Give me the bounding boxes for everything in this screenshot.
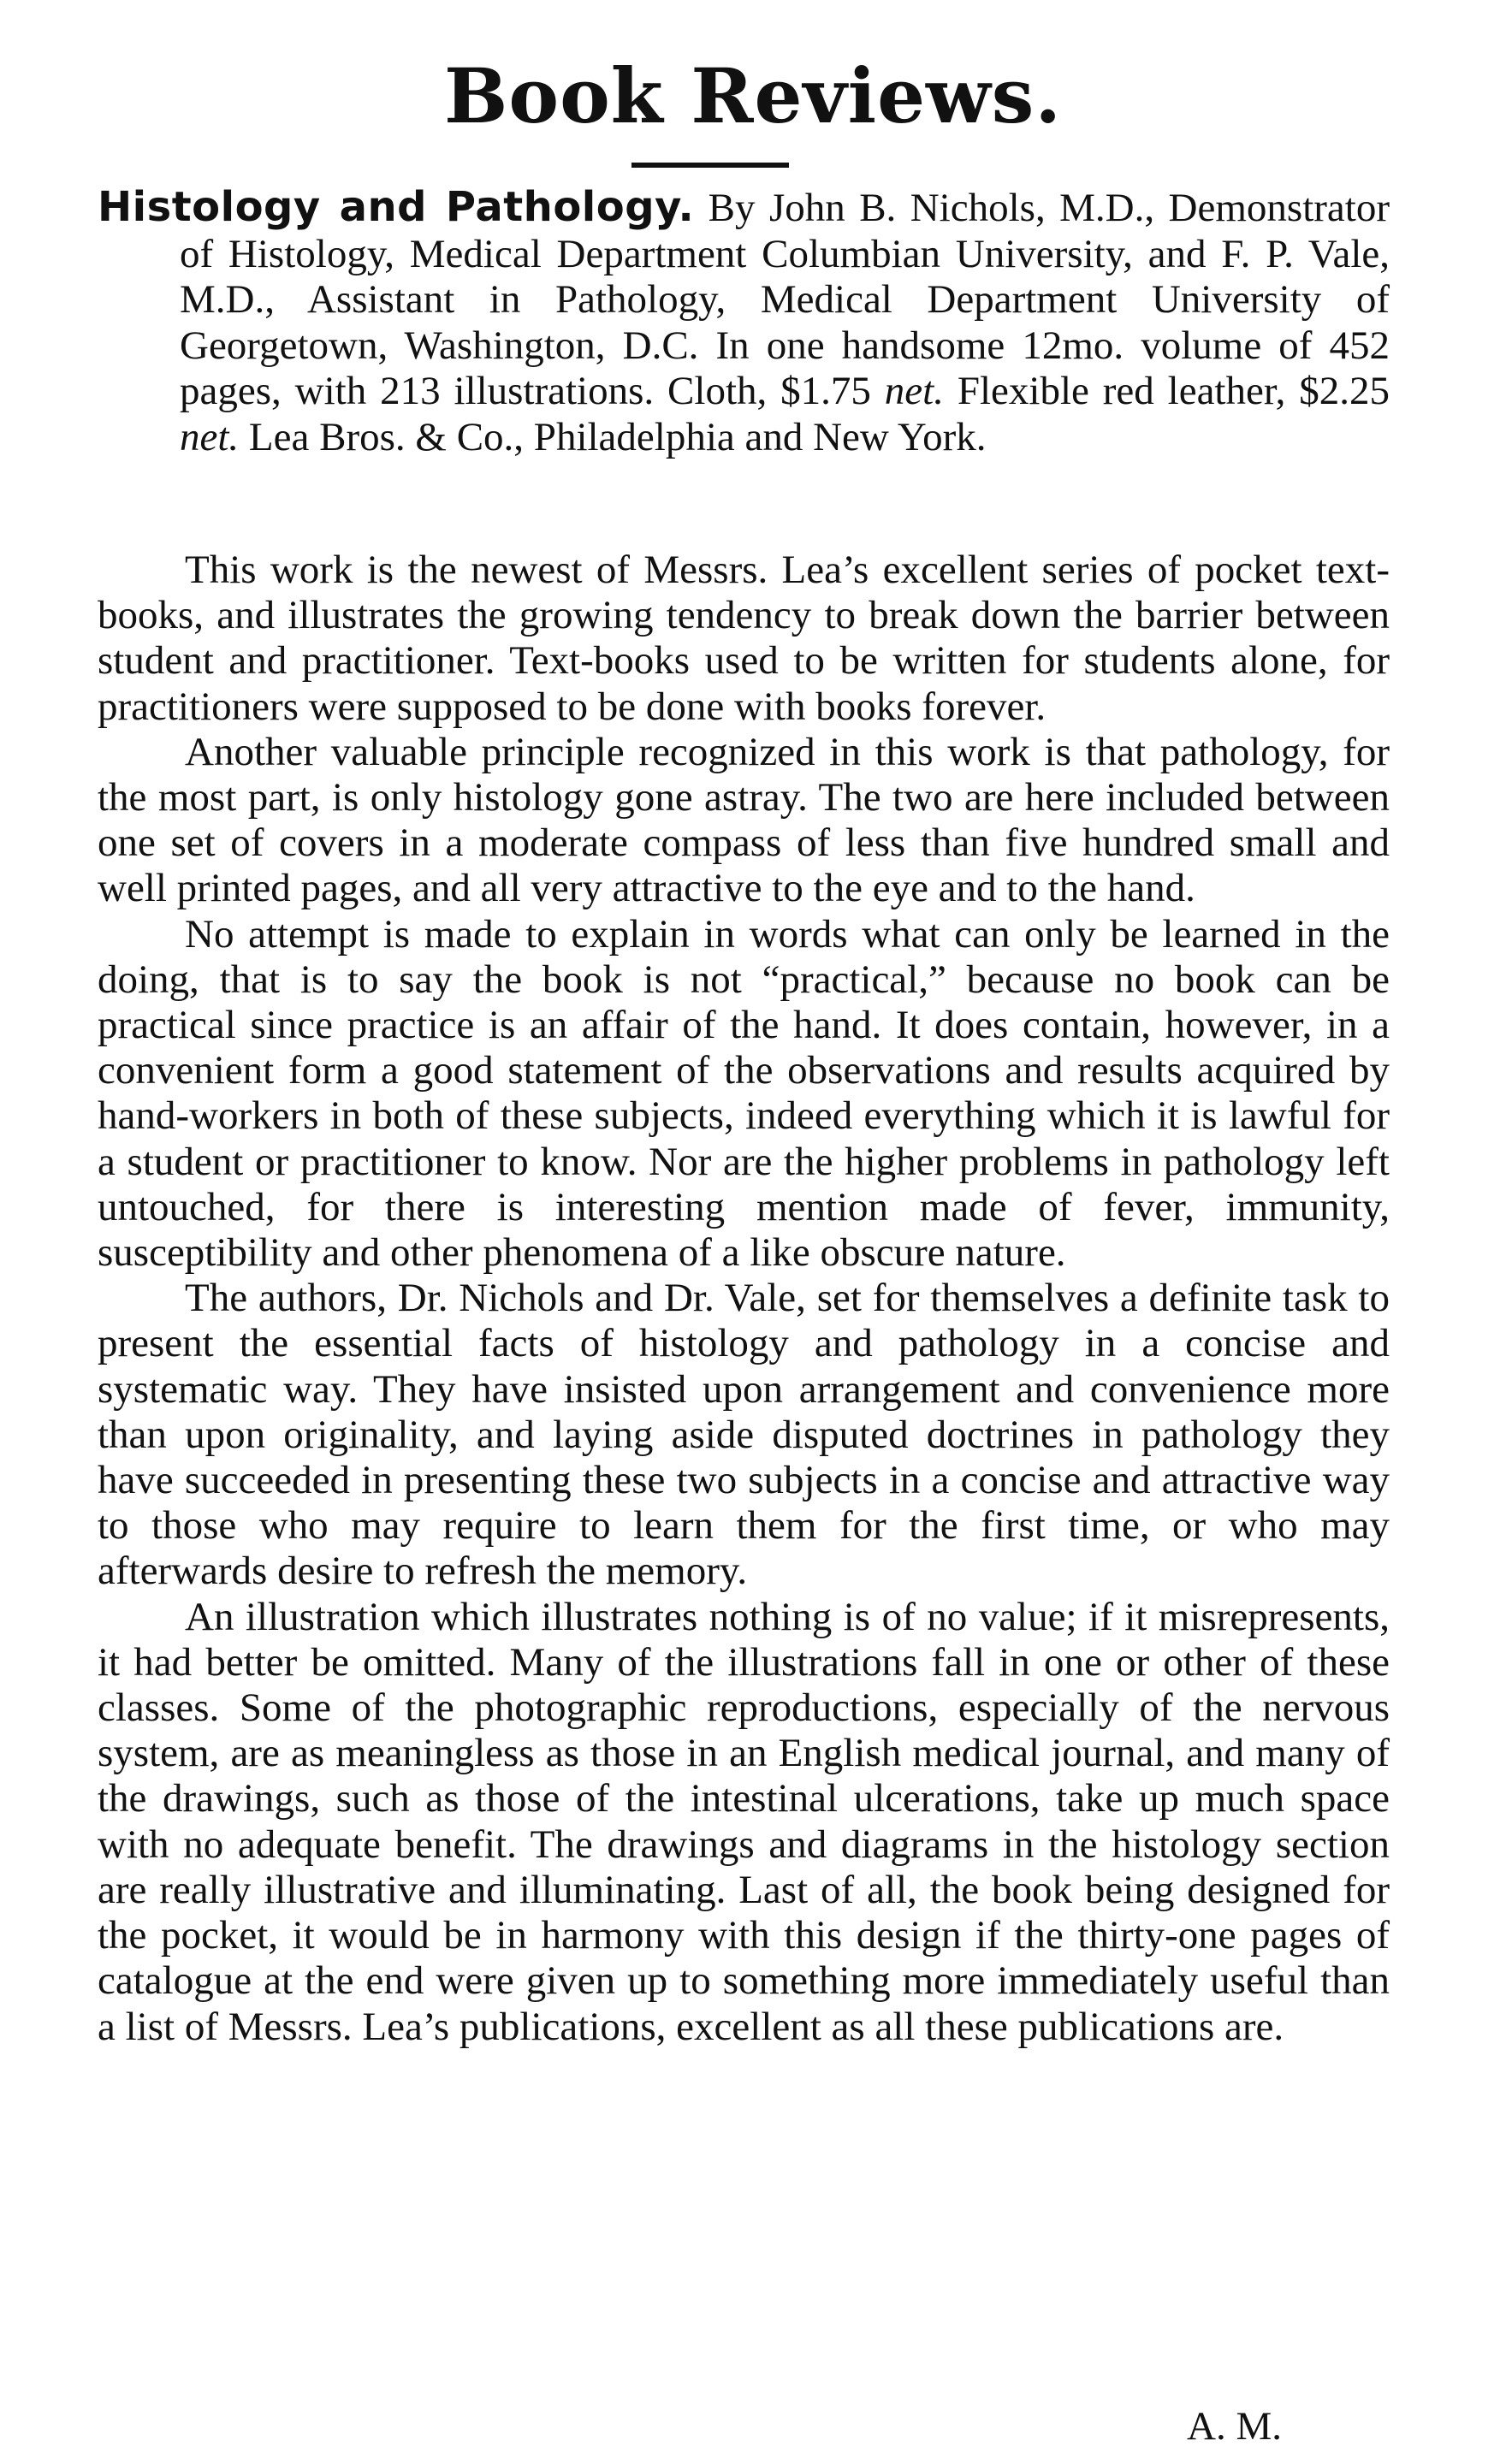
citation-authors: By John B. Nichols, M.D., Demonstrator of Histology, Medical Department Columbian University, and F. P. Vale, M.D., Assistant in Pathology, Medical Department University of Georgetown, Washington, D.C. In one handsome 12mo. volume of 452 pages, with 213 illustrations. Cloth, $1.75	[180, 186, 1390, 413]
review-paragraph: The authors, Dr. Nichols and Dr. Vale, set for themselves a definite task to present the essential facts of histology and pathology in a concise and systematic way. They have insisted upon arrangement and convenience more than upon originality, and laying aside disputed doctrines in pathology they have succeeded in presenting these two subjects in a concise and attractive way to those who may require to learn them for the first time, or who may afterwards desire to refresh the memory.	[98, 1276, 1390, 1594]
page-title: Book Reviews.	[444, 51, 1062, 140]
reviewer-signature: A. M.	[1187, 2404, 1282, 2449]
review-paragraph: Another valuable principle recognized in this work is that pathology, for the most part, is only histology gone astray. The two are here included between one set of covers in a moderate compass of less than five hundred small and well printed pages, and all very attractive to the eye and to the hand.	[98, 729, 1390, 911]
citation-publisher: Lea Bros. & Co., Philadelphia and New York.	[239, 414, 987, 459]
citation-net-label: net.	[884, 369, 944, 413]
book-title: Histology and Pathology.	[98, 183, 695, 231]
review-body	[98, 548, 1390, 2050]
citation-price-leather: Flexible red leather, $2.25	[943, 369, 1390, 413]
title-divider	[631, 163, 789, 168]
review-paragraph: An illustration which illustrates nothing is of no value; if it misrepresents, it had better be omitted. Many of the illustrations fall in one or other of these classes. Some of the photographic reproductions, especially of the nervous system, are as meaningless as those in an English medical journal, and many of the drawings, such as those of the intestinal ulcerations, take up much space with no adequate benefit. The drawings and diagrams in the histology section are really illustrative and illuminating. Last of all, the book being designed for the pocket, it would be in harmony with this design if the thirty-one pages of catalogue at the end were given up to something more immediately useful than a list of Messrs. Lea’s publications, excellent as all these publications are.	[98, 1594, 1390, 2049]
citation-net-label: net.	[180, 414, 240, 459]
review-paragraph: This work is the newest of Messrs. Lea’s excellent series of pocket text-books, and illustrates the growing tendency to break down the barrier between student and practitioner. Text-books used to be written for students alone, for practitioners were supposed to be done with books forever.	[98, 548, 1390, 729]
book-citation	[98, 185, 1390, 460]
review-paragraph: No attempt is made to explain in words what can only be learned in the doing, that is to say the book is not “practical,” because no book can be practical since practice is an affair of the hand. It does contain, however, in a convenient form a good statement of the observations and results acquired by hand-workers in both of these subjects, indeed everything which it is lawful for a student or practitioner to know. Nor are the higher problems in pathology left untouched, for there is interesting mention made of fever, immunity, susceptibility and other phenomena of a like obscure nature.	[98, 911, 1390, 1276]
